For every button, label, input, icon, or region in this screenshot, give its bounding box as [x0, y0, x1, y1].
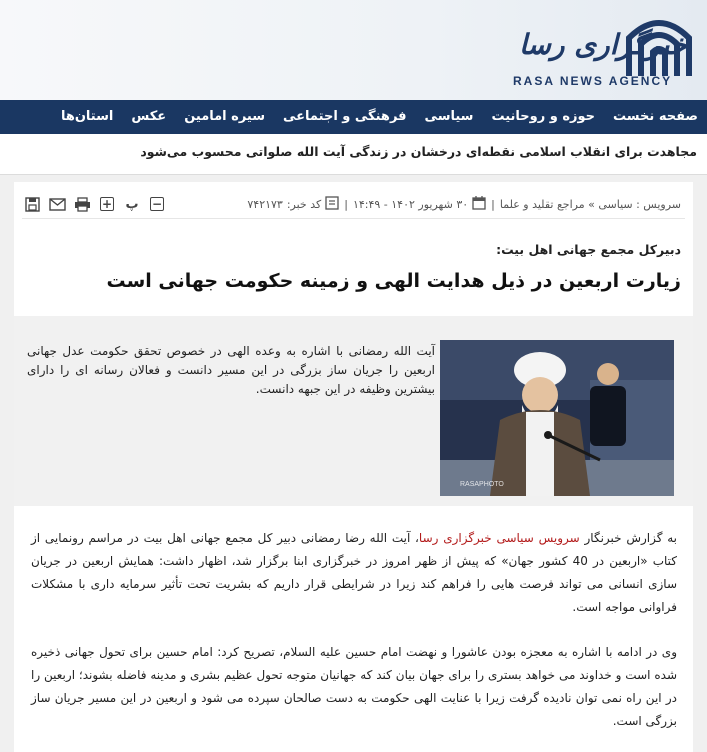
nav-item-imams[interactable]: سیره امامین: [184, 109, 266, 124]
main-navbar: [0, 100, 707, 134]
article-meta: [247, 194, 681, 214]
meta-separator: |: [344, 197, 348, 211]
article-tools: [22, 194, 172, 214]
logo-text: خبرگزاری رسا: [519, 28, 688, 61]
article-card: [14, 182, 693, 752]
nav-item-culture[interactable]: فرهنگی و اجتماعی: [283, 109, 407, 124]
plus-icon: +: [101, 197, 113, 211]
nav-item-photo[interactable]: عکس: [131, 109, 167, 124]
meta-separator: |: [491, 197, 495, 211]
article-paragraph-1: [31, 527, 677, 619]
article-subtitle: دبیرکل مجمع جهانی اهل بیت:: [496, 242, 681, 257]
breadcrumb[interactable]: سرویس : سیاسی » مراجع تقلید و علما: [499, 197, 681, 211]
font-increase-button[interactable]: [97, 194, 117, 214]
article-paragraph-2: وی در ادامه با اشاره به معجزه بودن عاشورا و نهضت امام حسین علیه السلام، تصریح کرد: امام حسین برای تحول جهانی ذخیره شده است و خداوند می خواهد بستری را برای جهان بیان کند که جهانیان متوجه تحول عظیم بشری و مدینه فاضله بشوند؛ اربعین را در این راه نمی توان نادیده گرفت زیرا با عنایت الهی حکومت به دست صالحان سپرده می شود و اربعین در این مسیر جریان ساز بزرگی است.: [31, 645, 677, 728]
print-icon[interactable]: [72, 194, 92, 214]
minus-icon: −: [151, 197, 163, 211]
logo-subtitle: RASA NEWS AGENCY: [513, 74, 673, 88]
photo-scene: [440, 340, 674, 496]
article-lead: آیت الله رمضانی با اشاره به وعده الهی در خصوص تحقق حکومت عدل جهانی اربعین را جریان ساز بزرگی در این مسیر دانست و فعالان رسانه ای را دارای بیشترین وظیفه در این جبهه دانست.: [27, 344, 435, 396]
calendar-icon: [472, 196, 486, 213]
ticker-headline[interactable]: مجاهدت برای انقلاب اسلامی نقطه‌ای درخشان در زندگی آیت الله صلواتی محسوب می‌شود: [140, 144, 697, 159]
article-title: زیارت اربعین در ذیل هدایت الهی و زمینه حکومت جهانی است: [106, 270, 681, 292]
article-photo[interactable]: [440, 340, 674, 496]
paragraph-intro: به گزارش خبرنگار: [579, 531, 678, 545]
font-size-label: پ: [125, 196, 139, 212]
font-decrease-button[interactable]: [147, 194, 167, 214]
photo-watermark: RASAPHOTO: [460, 481, 504, 488]
publish-datetime: ۳۰ شهریور ۱۴۰۲ - ۱۴:۴۹: [352, 197, 469, 211]
service-link[interactable]: سرویس سیاسی خبرگزاری رسا: [418, 531, 580, 545]
site-logo[interactable]: [509, 8, 699, 90]
meta-divider: [22, 218, 685, 219]
nav-item-politics[interactable]: سیاسی: [424, 109, 474, 124]
nav-item-seminary[interactable]: حوزه و روحانیت: [491, 109, 596, 124]
paragraph-body: ، آیت الله رضا رمضانی دبیر کل مجمع جهانی اهل بیت در مراسم رونمایی از کتاب «اربعین در 40 کشور جهان» که پیش از ظهر امروز در خبرگزاری ابنا برگزار شد، اظهار داشت: همایش اربعین در جریان سازی انسانی می تواند فرصت هایی را فراهم کند زیرا در شرایطی قرار داریم که بشریت تحت تأثیر سرمایه داری با مشکلات فراوانی مواجه است.: [31, 531, 677, 614]
email-icon[interactable]: [47, 194, 67, 214]
news-ticker: [0, 134, 707, 175]
nav-item-provinces[interactable]: استان‌ها: [60, 109, 114, 124]
nav-item-home[interactable]: صفحه نخست: [613, 109, 698, 124]
save-icon[interactable]: [22, 194, 42, 214]
news-code: ۷۴۲۱۷۳: [247, 197, 283, 211]
news-code-icon: [325, 196, 339, 213]
site-header: [0, 0, 707, 100]
news-code-label: کد خبر:: [286, 197, 322, 211]
